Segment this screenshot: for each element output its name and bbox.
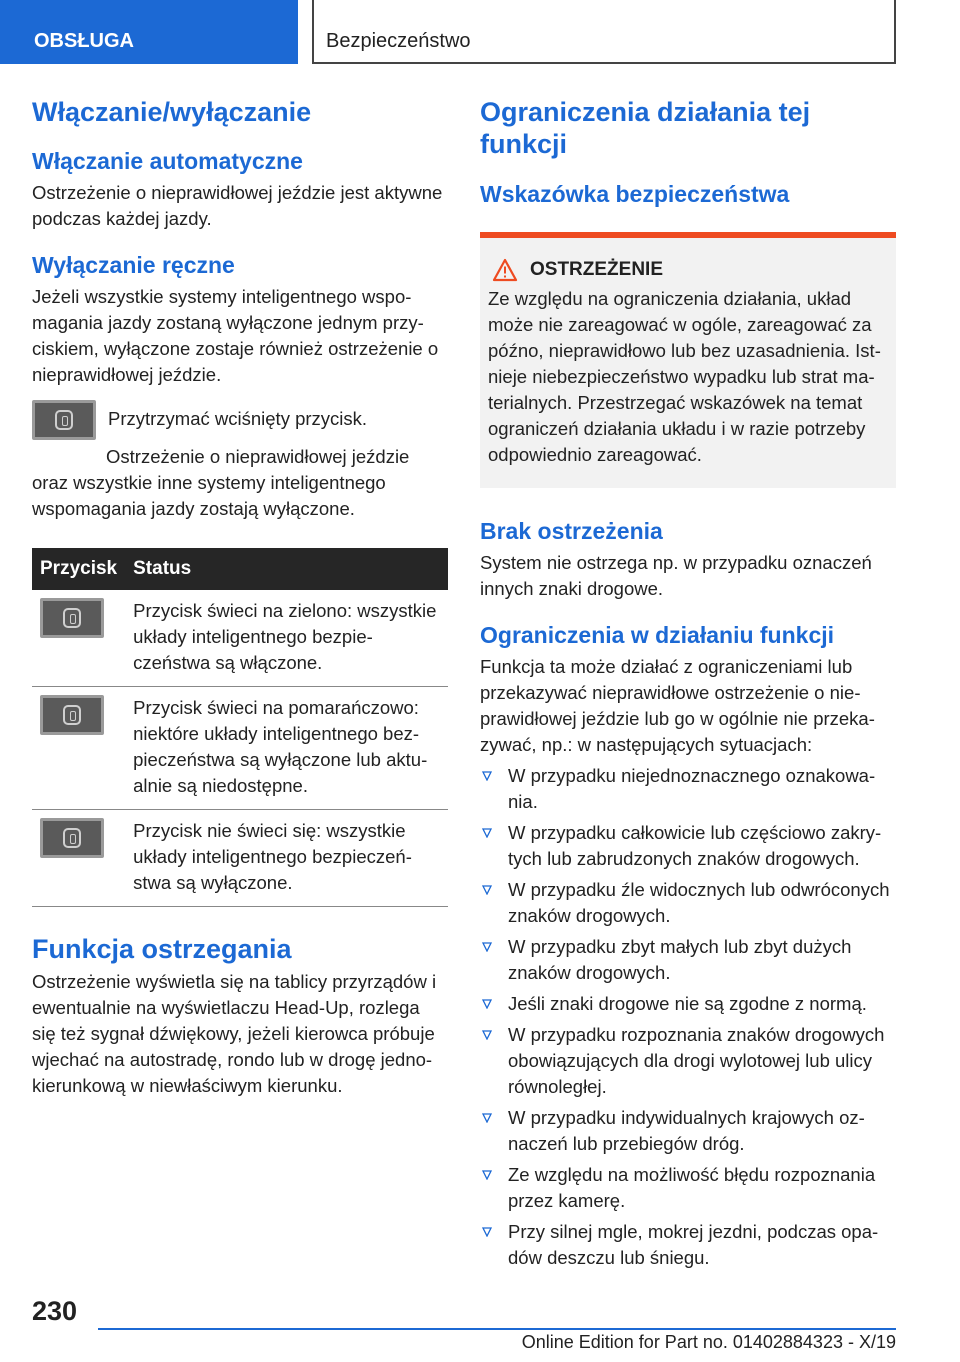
page-header [0, 0, 960, 66]
triangle-bullet-icon [482, 828, 492, 838]
triangle-bullet-icon [482, 885, 492, 895]
section-tab: OBSŁUGA [0, 0, 298, 64]
heading-on-off: Włączanie/wyłączanie [32, 97, 312, 127]
list-item: Jeśli znaki drogowe nie są zgodne z normą. [480, 991, 896, 1017]
heading-safety-note: Wskazówka bezpieczeństwa [480, 180, 790, 207]
status-off: Przycisk nie świeci się: wszystkie układy inteligentnego bezpieczeństwa są wyłączone. [125, 809, 448, 906]
triangle-bullet-icon [482, 1227, 492, 1237]
warning-box [480, 232, 896, 488]
warning-text: Ze względu na ograniczenia działania, układ może nie zareagować w ogóle, zareagować za późno, nieprawidłowo lub bez uzasadnienia. Istnieje niebezpieczeństwo wypadku lub strat materialnych. Przestrzegać wskazówek na temat ograniczeń działania układu i w razie potrzeby odpowiednio zareagować. [488, 288, 881, 466]
list-item: Ze względu na możliwość błędu rozpoznania przez kamerę. [480, 1162, 896, 1214]
warning-title: OSTRZEŻENIE [530, 259, 664, 281]
button-orange-icon [40, 695, 104, 735]
left-column [32, 96, 448, 1099]
list-item: W przypadku indywidualnych krajowych oznaczeń lub przebiegów dróg. [480, 1105, 896, 1157]
button-green-icon [40, 598, 104, 638]
list-item: W przypadku źle widocznych lub odwróconych znaków drogowych. [480, 877, 896, 929]
list-item: Przy silnej mgle, mokrej jezdni, podczas opadów deszczu lub śniegu. [480, 1219, 896, 1271]
heading-function-limits: Ograniczenia w działaniu funkcji [480, 621, 835, 648]
triangle-bullet-icon [482, 999, 492, 1009]
table-row [32, 809, 448, 906]
auto-on-text: Ostrzeżenie o nieprawidłowej jeździe jest aktywne podczas każdej jazdy. [32, 181, 443, 229]
triangle-bullet-icon [482, 1170, 492, 1180]
heading-limits: Ograniczenia działania tej funkcji [480, 97, 811, 160]
press-instruction [32, 400, 448, 440]
list-item: W przypadku całkowicie lub częściowo zakrytych lub zabrudzonych znaków drogowych. [480, 820, 896, 872]
status-orange: Przycisk świeci na pomarańczowo: niektóre układy inteligentnego bezpieczeństwa są wyłączone lub aktualnie są niedostępne. [125, 686, 448, 809]
triangle-bullet-icon [482, 771, 492, 781]
press-text: Przytrzymać wciśnięty przycisk. [108, 407, 368, 429]
right-column [480, 96, 896, 1271]
page-number: 230 [32, 1296, 78, 1326]
heading-auto-on: Włączanie automatyczne [32, 148, 303, 175]
assist-button-icon [32, 400, 96, 440]
footer-divider [98, 1328, 896, 1330]
function-limits-text: Funkcja ta może działać z ograniczeniami lub przekazywać nieprawidłowe ostrzeżenie o nieprawidłowej jeździe lub go w ogólnie nie przekazywać, np.: w następujących sytuacjach: [480, 655, 875, 755]
list-item: W przypadku rozpoznania znaków drogowych obowiązujących dla drogi wylotowej lub ulicy równoległej. [480, 1022, 896, 1100]
status-green: Przycisk świeci na zielono: wszystkie układy inteligentnego bezpieczeństwa są włączone. [125, 590, 448, 687]
triangle-bullet-icon [482, 1113, 492, 1123]
button-off-icon [40, 818, 104, 858]
list-item: W przypadku zbyt małych lub zbyt dużych znaków drogowych. [480, 934, 896, 986]
press-result-text: Ostrzeżenie o nieprawidłowej jeździe oraz wszystkie inne systemy inteligentnego wspomagania jazdy zostają wyłączone. [32, 445, 410, 519]
warning-triangle-icon [492, 258, 518, 282]
chapter-title: Bezpieczeństwo [312, 0, 896, 64]
limits-list [480, 763, 896, 1271]
manual-off-text: Jeżeli wszystkie systemy inteligentnego wspomagania jazdy zostaną wyłączone jednym przyciskiem, wyłączone zostaje również ostrzeżenie o nieprawidłowej jeździe. [32, 285, 439, 385]
heading-warning-function: Funkcja ostrzegania [32, 933, 292, 964]
heading-no-warning: Brak ostrzeżenia [480, 518, 663, 545]
triangle-bullet-icon [482, 1030, 492, 1040]
table-header-status: Status [125, 548, 448, 590]
list-item: W przypadku niejednoznacznego oznakowania. [480, 763, 896, 815]
table-row [32, 686, 448, 809]
warning-function-text: Ostrzeżenie wyświetla się na tablicy przyrządów i ewentualnie na wyświetlaczu Head-Up, rozlega się też sygnał dźwiękowy, jeżeli kierowca próbuje wjechać na autostradę, rondo lub w drogę jednokierunkową w niewłaściwym kierunku. [32, 970, 437, 1096]
no-warning-text: System nie ostrzega np. w przypadku oznaczeń innych znaki drogowe. [480, 551, 872, 599]
edition-info: Online Edition for Part no. 01402884323 - X/19 [521, 1332, 896, 1352]
table-row [32, 590, 448, 687]
table-header-button: Przycisk [32, 548, 125, 590]
triangle-bullet-icon [482, 942, 492, 952]
status-table [32, 548, 448, 907]
heading-manual-off: Wyłączanie ręczne [32, 251, 235, 278]
